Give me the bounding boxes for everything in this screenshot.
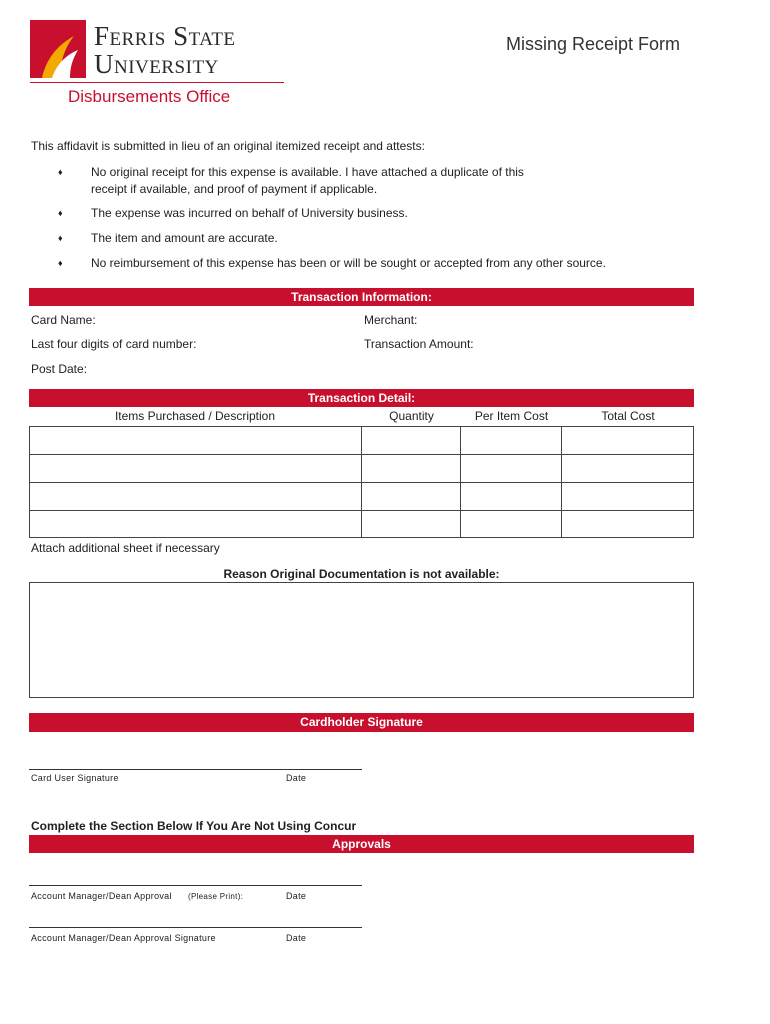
total-cost-cell[interactable] (561, 482, 694, 511)
per-item-cost-cell[interactable] (460, 426, 562, 455)
merchant-label: Merchant: (364, 313, 418, 327)
description-cell[interactable] (29, 510, 362, 538)
description-cell[interactable] (29, 454, 362, 483)
card-user-signature-line[interactable] (29, 769, 362, 770)
transaction-info-header: Transaction Information: (29, 288, 694, 306)
bullet-item (58, 164, 598, 198)
quantity-cell[interactable] (361, 426, 461, 455)
intro-text: This affidavit is submitted in lieu of an original itemized receipt and attests: (31, 139, 425, 153)
approval-signature-label: Account Manager/Dean Approval Signature (31, 933, 216, 943)
bullet-text: The item and amount are accurate. (91, 231, 278, 245)
per-item-cost-cell[interactable] (460, 482, 562, 511)
description-cell[interactable] (29, 426, 362, 455)
bullet-icon: ♦ (58, 208, 63, 218)
bullet-text: No original receipt for this expense is available. I have attached a duplicate of this receipt if available, and proof of payment if applicable. (91, 165, 524, 196)
bullet-text: No reimbursement of this expense has been or will be sought or accepted from any other source. (91, 256, 606, 270)
quantity-cell[interactable] (361, 510, 461, 538)
form-title: Missing Receipt Form (506, 34, 681, 54)
column-header-total-cost: Total Cost (601, 409, 655, 423)
bullet-item (58, 230, 598, 247)
reason-textarea[interactable] (29, 582, 694, 698)
approval-name-label: Account Manager/Dean Approval (31, 891, 172, 901)
total-cost-cell[interactable] (561, 510, 694, 538)
reason-heading: Reason Original Documentation is not available: (223, 567, 500, 581)
attach-note: Attach additional sheet if necessary (31, 541, 220, 555)
post-date-label: Post Date: (31, 362, 88, 376)
column-header-description: Items Purchased / Description (114, 409, 276, 423)
cardholder-signature-header: Cardholder Signature (29, 713, 694, 732)
card-user-date-label: Date (286, 773, 307, 783)
quantity-cell[interactable] (361, 454, 461, 483)
per-item-cost-cell[interactable] (460, 510, 562, 538)
logo-divider (30, 82, 284, 83)
bullet-icon: ♦ (58, 233, 63, 243)
logo-name-line2: University (94, 49, 219, 79)
approvals-header: Approvals (29, 835, 694, 853)
last-four-label: Last four digits of card number: (31, 337, 197, 351)
logo-office-name: Disbursements Office (68, 87, 231, 106)
transaction-detail-header: Transaction Detail: (29, 389, 694, 407)
card-user-signature-label: Card User Signature (31, 773, 119, 783)
column-header-quantity: Quantity (389, 409, 434, 423)
per-item-cost-cell[interactable] (460, 454, 562, 483)
approval-signature-line[interactable] (29, 927, 362, 928)
logo-name-line1: Ferris State (94, 21, 236, 51)
total-cost-cell[interactable] (561, 454, 694, 483)
total-cost-cell[interactable] (561, 426, 694, 455)
approval-print-line[interactable] (29, 885, 362, 886)
bullet-item (58, 205, 598, 222)
bullet-icon: ♦ (58, 167, 63, 177)
card-name-label: Card Name: (31, 313, 96, 327)
bullet-text: The expense was incurred on behalf of University business. (91, 206, 408, 220)
column-header-per-item-cost: Per Item Cost (474, 409, 549, 423)
concur-note: Complete the Section Below If You Are Not Using Concur (31, 819, 357, 833)
bullet-icon: ♦ (58, 258, 63, 268)
approval-signature-date-label: Date (286, 933, 307, 943)
description-cell[interactable] (29, 482, 362, 511)
transaction-detail-table (29, 426, 694, 538)
ferris-logo-mark-icon (30, 20, 86, 78)
please-print-label: (Please Print): (188, 892, 244, 901)
approval-date-label: Date (286, 891, 307, 901)
transaction-amount-label: Transaction Amount: (364, 337, 474, 351)
quantity-cell[interactable] (361, 482, 461, 511)
bullet-item (58, 255, 618, 272)
